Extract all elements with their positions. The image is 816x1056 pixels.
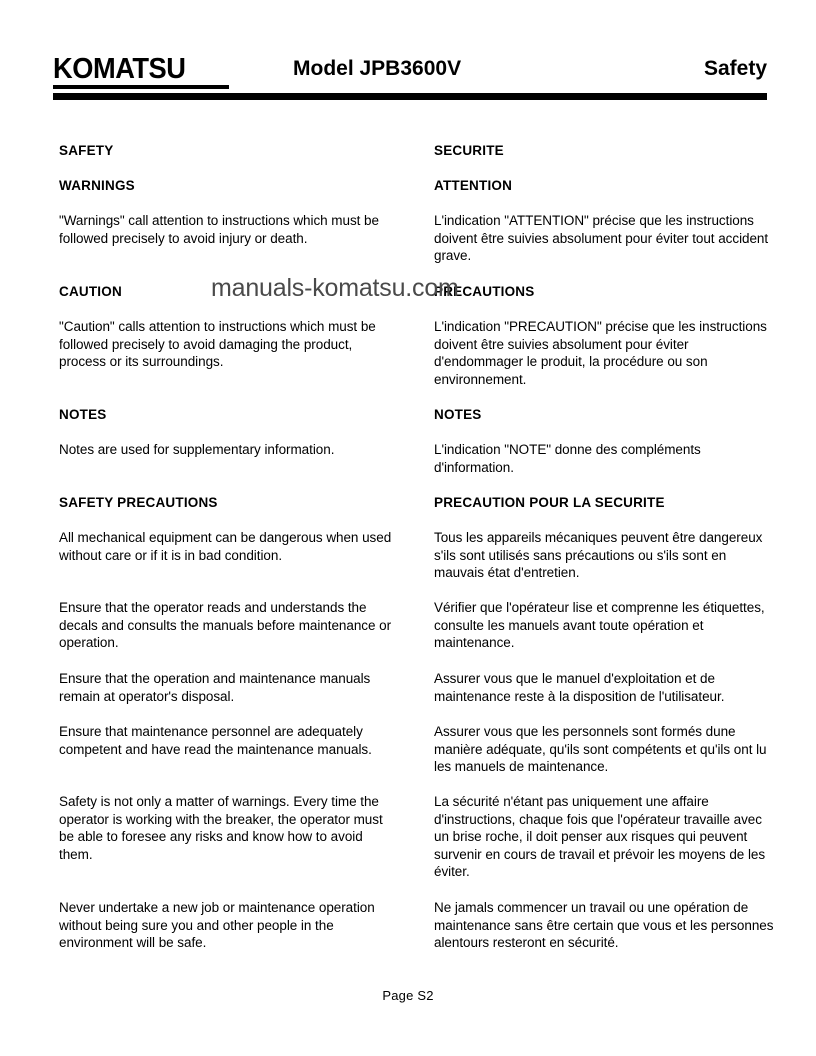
body-paragraph: Ensure that the operator reads and understands the decals and consults the manuals before maintenance or operation. <box>59 600 392 650</box>
body-paragraph: Never undertake a new job or maintenance operation without being sure you and other people in the environment will be safe. <box>59 900 375 950</box>
header-divider-rule <box>53 93 767 100</box>
body-paragraph: Assurer vous que les personnels sont formés dune manière adéquate, qu'ils sont compétents et qu'ils ont lu les manuels de maintenance. <box>434 724 767 774</box>
page-footer <box>0 987 816 1005</box>
section-heading: NOTES <box>59 407 107 422</box>
body-paragraph: Ne jamals commencer un travail ou une opération de maintenance sans être certain que vous et les personnes alentours resteront en sécurité. <box>434 900 774 950</box>
body-paragraph: Notes are used for supplementary information. <box>59 442 335 457</box>
body-paragraph: "Caution" calls attention to instructions which must be followed precisely to avoid damaging the product, process or its surroundings. <box>59 319 376 369</box>
page-number-label: Page S2 <box>382 988 434 1003</box>
section-heading: PRECAUTION POUR LA SECURITE <box>434 495 665 510</box>
body-paragraph: Assurer vous que le manuel d'exploitation et de maintenance reste à la disposition de l'utilisateur. <box>434 671 725 704</box>
page-header <box>53 52 767 98</box>
logo-underline-bar <box>53 85 229 89</box>
komatsu-logo: KOMATSU <box>53 53 186 85</box>
body-paragraph: Ensure that the operation and maintenance manuals remain at operator's disposal. <box>59 671 371 704</box>
body-paragraph: L'indication "NOTE" donne des compléments d'information. <box>434 442 701 475</box>
section-heading: PRECAUTIONS <box>434 284 535 299</box>
section-heading: SECURITE <box>434 143 504 158</box>
section-heading: CAUTION <box>59 284 122 299</box>
body-paragraph: Tous les appareils mécaniques peuvent être dangereux s'ils sont utilisés sans précautions ou s'ils sont en mauvais état d'entretien. <box>434 530 763 580</box>
body-paragraph: All mechanical equipment can be dangerous when used without care or if it is in bad condition. <box>59 530 392 563</box>
body-paragraph: La sécurité n'étant pas uniquement une affaire d'instructions, chaque fois que l'opérateur travaille avec un brise roche, il doit penser aux risques qui peuvent survenir en cours de travail et prévoir les moyens de les éviter. <box>434 794 766 879</box>
section-heading: ATTENTION <box>434 178 513 193</box>
section-heading: NOTES <box>434 407 482 422</box>
body-paragraph: Safety is not only a matter of warnings. Every time the operator is working with the breaker, the operator must be able to foresee any risks and know how to avoid them. <box>59 794 383 862</box>
body-paragraph: Vérifier que l'opérateur lise et comprenne les étiquettes, consulte les manuels avant toute opération et maintenance. <box>434 600 765 650</box>
header-row <box>53 52 767 90</box>
section-title: Safety <box>703 57 767 80</box>
section-heading: SAFETY <box>59 143 114 158</box>
model-title: Model JPB3600V <box>293 57 462 80</box>
body-paragraph: Ensure that maintenance personnel are adequately competent and have read the maintenance manuals. <box>59 724 372 757</box>
watermark-text: manuals-komatsu.com <box>211 274 459 302</box>
section-heading: SAFETY PRECAUTIONS <box>59 495 218 510</box>
section-heading: WARNINGS <box>59 178 135 193</box>
body-paragraph: L'indication "PRECAUTION" précise que les instructions doivent être suivies absolument pour éviter d'endommager le produit, la procédure ou son environnement. <box>434 319 767 387</box>
body-paragraph: "Warnings" call attention to instructions which must be followed precisely to avoid injury or death. <box>59 213 379 246</box>
body-paragraph: L'indication "ATTENTION" précise que les instructions doivent être suivies absolument pour éviter tout accident grave. <box>434 213 769 263</box>
